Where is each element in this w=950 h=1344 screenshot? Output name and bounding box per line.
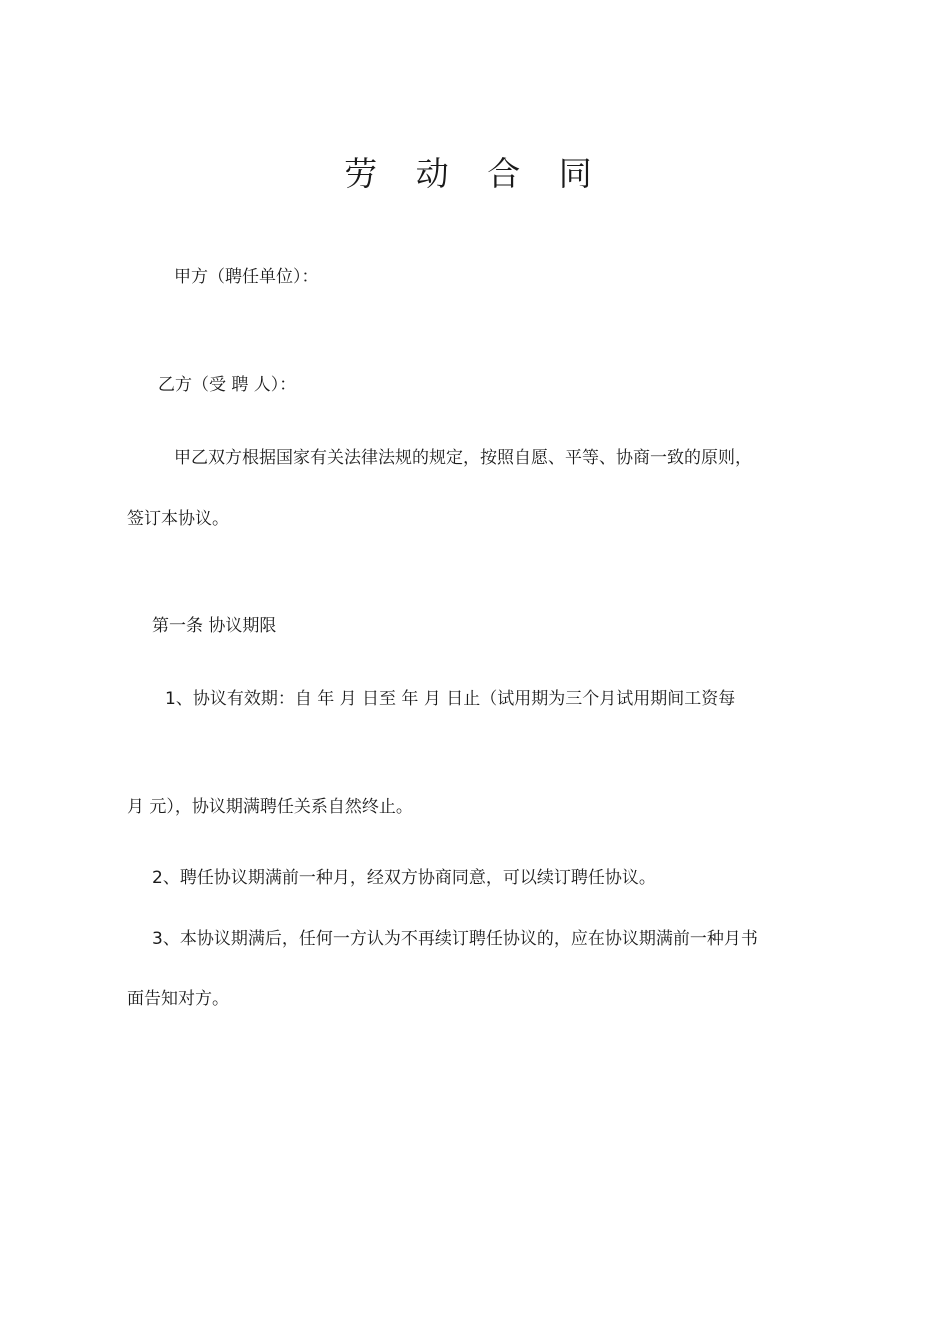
- clause-1-line-1: 1、协议有效期：自 年 月 日至 年 月 日止（试用期为三个月试用期间工资每: [165, 689, 736, 709]
- clause-1-line-2: 月 元），协议期满聘任关系自然终止。: [127, 797, 413, 817]
- party-b-label: 乙方（受 聘 人）：: [158, 375, 297, 395]
- party-a-label: 甲方（聘任单位）：: [174, 267, 319, 287]
- preamble-line-2: 签订本协议。: [127, 509, 229, 529]
- document-title: 劳 动 合 同: [344, 154, 606, 193]
- clause-3-line-2: 面告知对方。: [127, 989, 229, 1009]
- clause-3-line-1: 3、本协议期满后，任何一方认为不再续订聘任协议的，应在协议期满前一种月书: [152, 929, 758, 949]
- preamble-line-1: 甲乙双方根据国家有关法律法规的规定，按照自愿、平等、协商一致的原则，: [174, 448, 752, 468]
- article-1-heading: 第一条 协议期限: [152, 616, 277, 636]
- clause-2: 2、聘任协议期满前一种月，经双方协商同意，可以续订聘任协议。: [152, 868, 656, 888]
